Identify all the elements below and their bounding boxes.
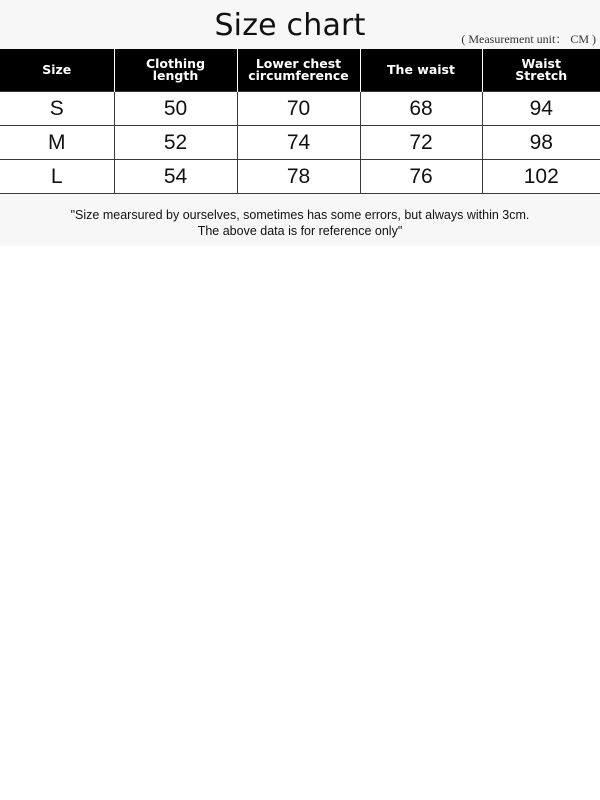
page-title: Size chart xyxy=(214,8,366,43)
cell-lower-chest: 78 xyxy=(237,160,360,194)
cell-waist: 72 xyxy=(360,126,482,160)
header-label: Waist Stretch xyxy=(515,56,568,83)
cell-size: S xyxy=(0,92,114,126)
cell-clothing-length: 54 xyxy=(114,160,237,194)
footnote-line-2: The above data is for reference only" xyxy=(197,224,403,238)
measurement-unit-note: ( Measurement unit： CM ) xyxy=(461,32,596,46)
header-label: Clothing length xyxy=(145,56,206,83)
table-header-row xyxy=(0,49,600,92)
header-waist-stretch xyxy=(482,49,600,92)
cell-lower-chest: 74 xyxy=(237,126,360,160)
cell-size: M xyxy=(0,126,114,160)
table-row xyxy=(0,126,600,160)
cell-clothing-length: 52 xyxy=(114,126,237,160)
footnote-line-1: "Size mearsured by ourselves, sometimes has some errors, but always within 3cm. xyxy=(70,208,530,222)
table-row xyxy=(0,160,600,194)
header-waist xyxy=(360,49,482,92)
cell-waist-stretch: 98 xyxy=(482,126,600,160)
cell-clothing-length: 50 xyxy=(114,92,237,126)
cell-waist-stretch: 102 xyxy=(482,160,600,194)
header-label: Size xyxy=(42,62,72,77)
header-label: Lower chest circumference xyxy=(248,56,349,83)
header-size xyxy=(0,49,114,92)
cell-waist: 68 xyxy=(360,92,482,126)
size-footnote xyxy=(0,207,600,239)
header-lower-chest xyxy=(237,49,360,92)
size-table xyxy=(0,49,600,194)
table-row xyxy=(0,92,600,126)
cell-lower-chest: 70 xyxy=(237,92,360,126)
cell-size: L xyxy=(0,160,114,194)
header-label: The waist xyxy=(387,62,455,77)
cell-waist-stretch: 94 xyxy=(482,92,600,126)
header-clothing-length xyxy=(114,49,237,92)
cell-waist: 76 xyxy=(360,160,482,194)
size-chart-card xyxy=(0,0,600,246)
